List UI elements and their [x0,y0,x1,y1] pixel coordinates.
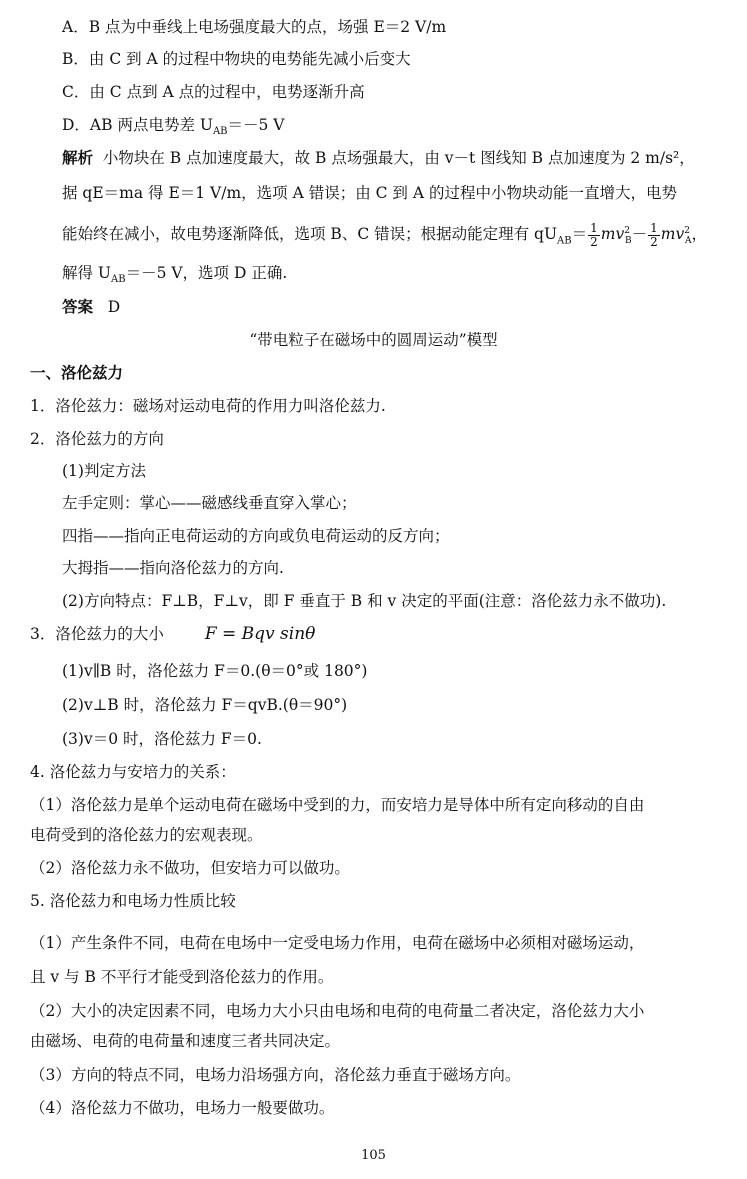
frac-den-2: 2 [650,234,658,249]
item-2-2: (2)方向特点：F⊥B，F⊥v，即 F 垂直于 B 和 v 决定的平面(注意：洛伦兹力永不做功). [62,592,667,610]
section-title: “带电粒子在磁场中的圆周运动”模型 [249,331,498,349]
minus-sign: － [631,225,648,244]
frac-num-2: 1 [650,220,658,235]
item-2-left-hand: 左手定则：掌心——磁感线垂直穿入掌心； [62,494,357,512]
item-2: 2．洛伦兹力的方向 [30,430,164,448]
analysis-line-1-text: 小物块在 B 点加速度最大，故 B 点场强最大，由 v－t 图线知 B 点加速度为 2 m/s²， [102,149,695,167]
item-5: 5. 洛伦兹力和电场力性质比较 [30,892,236,910]
analysis-eq: ＝ [571,225,588,244]
item-5-4: （4）洛伦兹力不做功，电场力一般要做功。 [30,1099,335,1117]
item-5-3: （3）方向的特点不同，电场力沿场强方向，洛伦兹力垂直于磁场方向。 [30,1066,521,1084]
item-5-1a: （1）产生条件不同，电荷在电场中一定受电场力作用，电荷在磁场中必须相对磁场运动， [30,934,645,952]
frac-den-1: 2 [590,234,598,249]
option-d [62,114,285,143]
item-2-thumb: 大拇指——指向洛伦兹力的方向. [62,559,284,577]
mvb: mv [600,225,625,244]
analysis-line-3-end: ， [691,225,707,244]
analysis-line-3: 能始终在减小，故电势逐渐降低，选项 B、C 错误；根据动能定理有 $qU_{AB}=$ $\frac{1}{2}$ $mv^2_B-$ $\frac{1}{2}$ $mv^2_A$， [62,220,707,249]
item-3-2: (2)v⊥B 时，洛伦兹力 F＝qvB.(θ＝90°) [62,696,348,714]
option-d-sub: AB [212,126,228,138]
page-number: 105 [361,1148,386,1163]
analysis-label: 解析 [62,149,94,167]
option-c: C．由 C 点到 A 点的过程中，电势逐渐升高 [62,83,365,101]
mvb-sub: B [624,236,632,247]
answer-line [62,296,120,318]
analysis-line-1 [62,147,695,169]
half-fraction-2 [648,222,660,249]
item-1: 1．洛伦兹力：磁场对运动电荷的作用力叫洛伦兹力. [30,397,386,415]
option-d-text: D．AB 两点电势差 U [62,116,213,134]
analysis-line-4-sub: AB [111,274,126,286]
item-2-1: (1)判定方法 [62,462,146,480]
analysis-line-4-tail: ＝－5 V，选项 D 正确. [125,264,288,282]
answer-label: 答案 [62,298,94,316]
item-5-2b: 由磁场、电荷的电荷量和速度三者共同决定。 [30,1032,341,1050]
answer-value: D [107,298,121,316]
analysis-line-2: 据 qE＝ma 得 E＝1 V/m，选项 A 错误；由 C 到 A 的过程中小物块动能一直增大，电势 [62,184,677,202]
item-3-3: (3)v＝0 时，洛伦兹力 F＝0. [62,730,262,748]
analysis-line-4-text: 解得 U [62,264,111,282]
item-3 [30,623,315,645]
mva: mv [660,225,685,244]
heading-lorentz-force: 一、洛伦兹力 [30,364,124,382]
option-d-tail: ＝－5 V [227,116,285,134]
item-4-1b: 电荷受到的洛伦兹力的宏观表现。 [30,826,263,844]
item-4-2: （2）洛伦兹力永不做功，但安培力可以做功。 [30,859,350,877]
analysis-line-3-sub: AB [557,235,572,247]
item-2-four-fingers: 四指——指向正电荷运动的方向或负电荷运动的反方向； [62,527,450,545]
analysis-line-4 [62,262,287,291]
mva-sub: A [684,236,692,247]
frac-num-1: 1 [590,220,598,235]
lorentz-formula: F = Bqv sinθ [204,624,316,644]
option-a: A．B 点为中垂线上电场强度最大的点，场强 E＝2 V/m [62,18,447,36]
item-3-text: 3．洛伦兹力的大小 [30,625,164,643]
option-b: B．由 C 到 A 的过程中物块的电势能先减小后变大 [62,50,411,68]
item-3-1: (1)v∥B 时，洛伦兹力 F＝0.(θ＝0°或 180°) [62,662,368,680]
half-fraction-1 [588,222,600,249]
item-5-1b: 且 v 与 B 不平行才能受到洛伦兹力的作用。 [30,968,334,986]
analysis-line-3-text: 能始终在减小，故电势逐渐降低，选项 B、C 错误；根据动能定理有 qU [62,225,558,244]
item-4-1a: （1）洛伦兹力是单个运动电荷在磁场中受到的力，而安培力是导体中所有定向移动的自由 [30,796,645,814]
item-4: 4. 洛伦兹力与安培力的关系： [30,763,236,781]
item-5-2a: （2）大小的决定因素不同，电场力大小只由电场和电荷的电荷量二者决定，洛伦兹力大小 [30,1002,645,1020]
